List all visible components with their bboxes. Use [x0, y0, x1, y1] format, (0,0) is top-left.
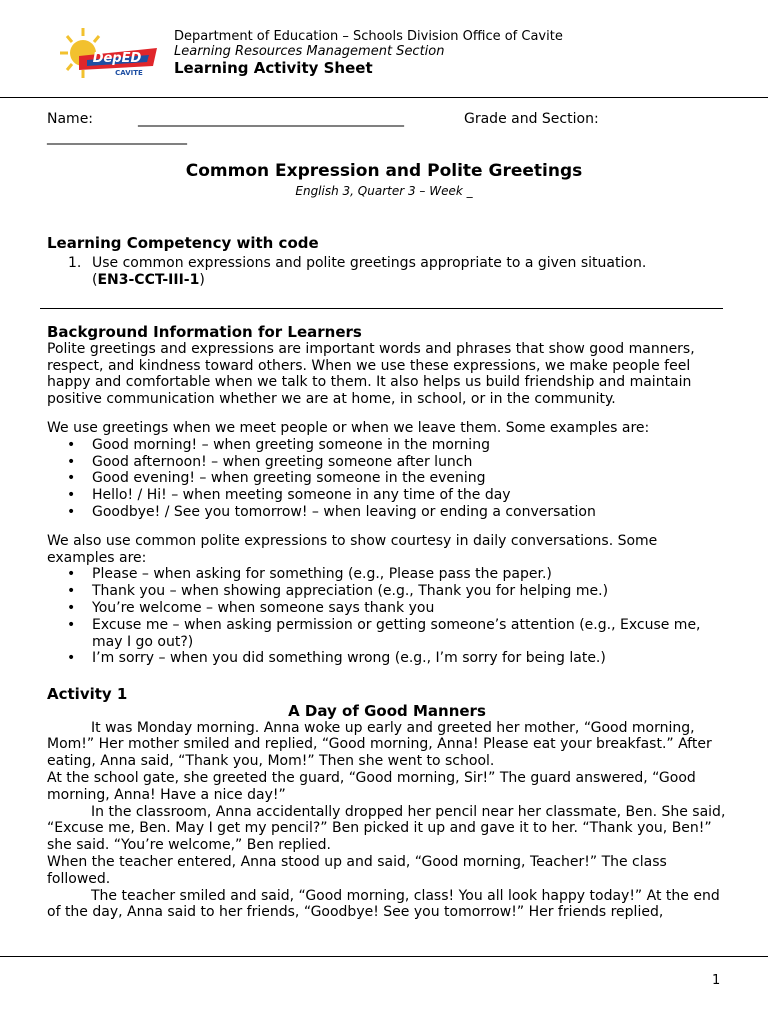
- grade-label: Grade and Section:: [464, 111, 599, 127]
- background-heading: Background Information for Learners: [47, 323, 362, 341]
- list-item-text: I’m sorry – when you did something wrong (e.g., I’m sorry for being late.): [92, 650, 606, 667]
- story-paragraph-1: It was Monday morning. Anna woke up early and greeted her mother, “Good morning, Mom!” Her mother smiled and replied, “Good morning, Anna! Please eat your breakfast.” After eating, Anna said, “Thank you, Mom!” Then she went to school.: [47, 719, 712, 770]
- section-name: Learning Resources Management Section: [174, 44, 445, 59]
- sheet-title: Learning Activity Sheet: [174, 59, 373, 77]
- list-item-text: You’re welcome – when someone says thank you: [92, 599, 435, 616]
- list-item: [47, 600, 727, 617]
- story-paragraph-2: At the school gate, she greeted the guard, “Good morning, Sir!” The guard answered, “Good morning, Anna! Have a nice day!”: [47, 769, 696, 803]
- list-item: [47, 437, 727, 454]
- background-paragraph-3: We also use common polite expressions to show courtesy in daily conversations. Some examples are:: [47, 532, 658, 566]
- list-item-text: Good evening! – when greeting someone in the evening: [92, 470, 486, 487]
- story-paragraph-5: The teacher smiled and said, “Good morning, class! You all look happy today!” At the end of the day, Anna said to her friends, “Goodbye! See you tomorrow!” Her friends replied,: [47, 887, 720, 921]
- bullet-icon: •: [67, 616, 76, 633]
- department-name: Department of Education – Schools Division Office of Cavite: [174, 29, 563, 44]
- competency-heading: Learning Competency with code: [47, 234, 319, 252]
- document-title: Common Expression and Polite Greetings: [185, 161, 583, 181]
- activity-heading: Activity 1: [47, 685, 128, 703]
- learning-competency: [47, 235, 727, 289]
- background-paragraph-1: Polite greetings and expressions are important words and phrases that show good manners, respect, and kindness toward others. When we use these expressions, we make people feel happy and comfortable when we talk to them. It also helps us build friendship and maintain positive communication whether we are at home, in school, or in the community.: [47, 340, 695, 408]
- bullet-icon: •: [67, 470, 76, 487]
- competency-text: Use common expressions and polite greetings appropriate to a given situation.: [92, 255, 647, 271]
- story-paragraph-4: When the teacher entered, Anna stood up and said, “Good morning, Teacher!” The class followed.: [47, 853, 667, 887]
- bullet-icon: •: [67, 599, 76, 616]
- bullet-icon: •: [67, 566, 76, 583]
- list-item-text: Good afternoon! – when greeting someone after lunch: [92, 453, 473, 470]
- header-divider: [0, 97, 768, 98]
- logo-text-top: DepED: [92, 51, 142, 66]
- greetings-list: [47, 437, 727, 521]
- competency-number: 1.: [68, 255, 82, 271]
- list-item-text: Thank you – when showing appreciation (e.g., Thank you for helping me.): [92, 583, 609, 600]
- competency-item: [68, 255, 727, 289]
- list-item-text: Goodbye! / See you tomorrow! – when leaving or ending a conversation: [92, 503, 596, 520]
- list-item: [47, 617, 727, 651]
- list-item-text: Please – when asking for something (e.g., Please pass the paper.): [92, 566, 552, 583]
- list-item: [47, 504, 727, 521]
- list-item-text: Good morning! – when greeting someone in the morning: [92, 436, 490, 453]
- logo-text-bottom: CAVITE: [115, 69, 143, 77]
- background-section: [47, 324, 727, 667]
- competency-code: EN3-CCT-III-1: [97, 272, 200, 288]
- name-field[interactable]: ______________________________________: [138, 111, 404, 127]
- bullet-icon: •: [67, 650, 76, 667]
- list-item: [47, 454, 727, 471]
- background-paragraph-2: We use greetings when we meet people or when we leave them. Some examples are:: [47, 419, 650, 436]
- bullet-icon: •: [67, 503, 76, 520]
- bullet-icon: •: [67, 453, 76, 470]
- document-subtitle: English 3, Quarter 3 – Week _: [295, 184, 473, 198]
- name-label: Name:: [47, 111, 94, 127]
- code-close-paren: ): [199, 272, 205, 288]
- list-item: [47, 650, 727, 667]
- section-divider: [40, 308, 723, 309]
- activity-section: [47, 686, 727, 921]
- footer-divider: [0, 956, 768, 957]
- list-item: [47, 487, 727, 504]
- header-text: [174, 29, 563, 78]
- bullet-icon: •: [67, 436, 76, 453]
- grade-section-field[interactable]: ____________________: [47, 129, 187, 145]
- code-open-paren: (: [92, 272, 98, 288]
- story-title: A Day of Good Manners: [288, 701, 486, 720]
- list-item: [47, 583, 727, 600]
- expressions-list: [47, 566, 727, 667]
- list-item-text: Excuse me – when asking permission or getting someone’s attention (e.g., Excuse me, may I go out?): [92, 616, 701, 650]
- bullet-icon: •: [67, 487, 76, 504]
- list-item: [47, 470, 727, 487]
- story-paragraph-3: In the classroom, Anna accidentally dropped her pencil near her classmate, Ben. She said, “Excuse me, Ben. May I get my pencil?” Ben picked it up and gave it to her. “Thank you, Ben!” she said. “You’re welcome,” Ben replied.: [47, 803, 726, 854]
- list-item: [47, 566, 727, 583]
- page-number: 1: [712, 973, 721, 988]
- bullet-icon: •: [67, 583, 76, 600]
- list-item-text: Hello! / Hi! – when meeting someone in any time of the day: [92, 487, 511, 504]
- deped-cavite-logo: [57, 22, 162, 84]
